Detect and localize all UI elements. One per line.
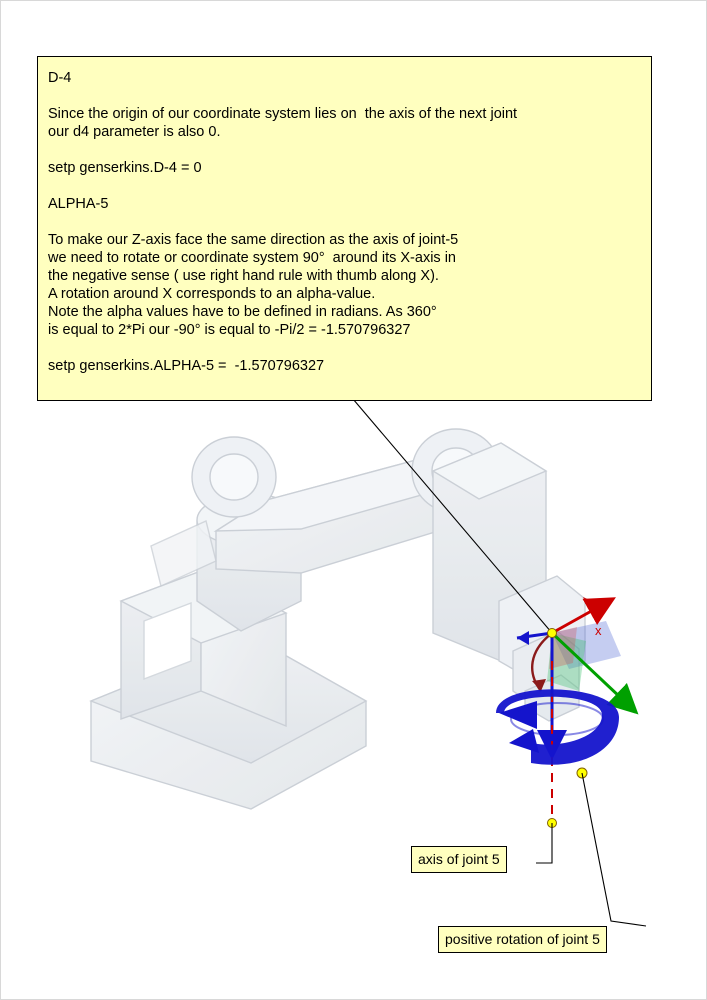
note-line-10: we need to rotate or coordinate system 90° around its X-axis in xyxy=(48,250,456,266)
positive-rotation-arrow xyxy=(496,689,619,778)
note-gap-1 xyxy=(48,87,641,105)
x-axis-label: x xyxy=(595,623,602,638)
note-gap-3 xyxy=(48,177,641,195)
note-line-11: the negative sense ( use right hand rule with thumb along X). xyxy=(48,268,439,284)
note-gap-5 xyxy=(48,339,641,357)
note-line-14: is equal to 2*Pi our -90° is equal to -Pi/2 = -1.570796327 xyxy=(48,322,411,338)
leader-line-rotation-callout xyxy=(582,773,646,926)
robot-ghost-illustration xyxy=(91,429,585,809)
note-line-12: A rotation around X corresponds to an alpha-value. xyxy=(48,286,376,302)
note-line-9: To make our Z-axis face the same direction as the axis of joint-5 xyxy=(48,232,459,248)
note-line-3: our d4 parameter is also 0. xyxy=(48,124,221,140)
annotation-note-box xyxy=(37,56,652,401)
note-line-16: setp genserkins.ALPHA-5 = -1.570796327 xyxy=(48,358,325,374)
callout-axis-of-joint-5: axis of joint 5 xyxy=(411,846,507,873)
note-line-13: Note the alpha values have to be defined in radians. As 360° xyxy=(48,304,437,320)
note-gap-2 xyxy=(48,141,641,159)
note-line-7: ALPHA-5 xyxy=(48,196,109,212)
callout-positive-rotation-of-joint-5: positive rotation of joint 5 xyxy=(438,926,607,953)
note-gap-4 xyxy=(48,213,641,231)
frame-origin-marker xyxy=(548,629,557,638)
note-line-2: Since the origin of our coordinate system lies on the axis of the next joint xyxy=(48,106,518,122)
note-line-5: setp genserkins.D-4 = 0 xyxy=(48,160,202,176)
leader-line-axis-callout xyxy=(536,823,552,863)
note-line-0: D-4 xyxy=(48,70,72,86)
